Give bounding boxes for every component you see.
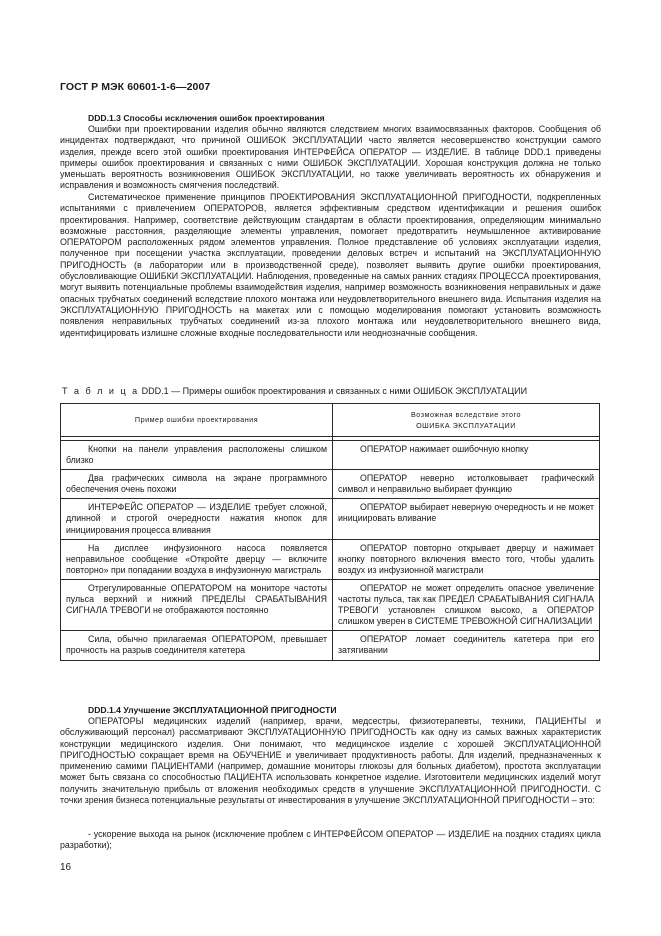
cell-use-error: ОПЕРАТОР ломает соединитель катетера при его затягивании — [333, 631, 600, 660]
table-row — [61, 539, 600, 579]
table-row — [61, 470, 600, 499]
cell-design: На дисплее инфузионного насоса появляется неправильное сообщение «Откройте дверцу — включите повторно» при попадании воздуха в инфузионную магистраль — [61, 539, 333, 579]
cell-use-error: ОПЕРАТОР не может определить опасное увеличение частоты пульса, так как ПРЕДЕЛ СРАБАТЫВАНИЯ СИГНАЛА ТРЕВОГИ установлен слишком высоко, а ОПЕРАТОР слишком уверен в СИСТЕМЕ ТРЕВОЖНОЙ СИГНАЛИЗАЦИИ — [333, 579, 600, 630]
cell-design: Два графических символа на экране программного обеспечения очень похожи — [61, 470, 333, 499]
column-header-use-error: Возможная вследствие этого ОШИБКА ЭКСПЛУАТАЦИИ — [333, 404, 600, 437]
paragraph-usability-improvement — [60, 716, 601, 806]
paragraph-text: Систематическое применение принципов ПРОЕКТИРОВАНИЯ ЭКСПЛУАТАЦИОННОЙ ПРИГОДНОСТИ, подкрепленных испытаниями с привлечением ОПЕРАТОРОВ, является эффективным средством идентификации и решения ошибок проектирования. Например, соответствие действующим стандартам в области проектирования, определяющим минимально возможные расстояния, разделяющие элементы управления, помогает предотвратить неумышленное активирование ОПЕРАТОРОМ расположенных рядом элементов управления. Полное представление об условиях эксплуатации изделия, полученное при посещении участка эксплуатации, проведении деловых встреч и испытаний на ЭКСПЛУАТАЦИОННУЮ ПРИГОДНОСТЬ (в лаборатории или в производственной среде), позволяет выявить другие ошибки проектирования, обусловливающие ОШИБКИ ЭКСПЛУАТАЦИИ. Наблюдения, проведенные на самых ранних стадиях ПРОЦЕССА проектирования, могут выявить потенциальные проблемы взаимодействия изделия, например возможность возникновения неправильных и даже опасных трубчатых соединений вследствие плохого монтажа или неудовлетворительного внешнего вида. Испытания изделия на ЭКСПЛУАТАЦИОННУЮ ПРИГОДНОСТЬ на макетах или с помощью моделирования помогают установить возможность появления неправильных трубчатых соединений из-за плохого монтажа или неудовлетворительного внешнего вида, идентифицировать излишне сложные входные последовательности или неоднозначные сообщения. — [60, 192, 601, 338]
table-row — [61, 631, 600, 660]
table-design-errors — [60, 403, 600, 661]
table-caption-text: DDD.1 — Примеры ошибок проектирования и связанных с ними ОШИБОК ЭКСПЛУАТАЦИИ — [141, 386, 528, 396]
section-title-ddd-1-4: DDD.1.4 Улучшение ЭКСПЛУАТАЦИОННОЙ ПРИГОДНОСТИ — [88, 705, 337, 715]
list-item-time-to-market — [60, 829, 601, 852]
table-header-row — [61, 404, 600, 437]
page-number: 16 — [60, 862, 72, 873]
document-header: ГОСТ Р МЭК 60601-1-6—2007 — [60, 81, 211, 93]
cell-design: ИНТЕРФЕЙС ОПЕРАТОР — ИЗДЕЛИЕ требует сложной, длинной и строгой очередности нажатия кнопок для инициирования процесса вливания — [61, 499, 333, 539]
table-caption-label: Т а б л и ц а — [62, 386, 140, 396]
section-title-ddd-1-3: DDD.1.3 Способы исключения ошибок проектирования — [88, 113, 325, 123]
cell-use-error: ОПЕРАТОР неверно истолковывает графический символ и неправильно выбирает функцию — [333, 470, 600, 499]
cell-design: Отрегулированные ОПЕРАТОРОМ на мониторе частоты пульса верхний и нижний ПРЕДЕЛЫ СРАБАТЫВАНИЯ СИГНАЛА ТРЕВОГИ не отображаются постоянно — [61, 579, 333, 630]
paragraph-text: ОПЕРАТОРЫ медицинских изделий (например, врачи, медсестры, физиотерапевты, техники, ПАЦИЕНТЫ и обслуживающий персонал) рассматривают ЭКСПЛУАТАЦИОННУЮ ПРИГОДНОСТЬ как одну из самых важных характеристик конструкции медицинского изделия. Они понимают, что медицинское изделие с хорошей ЭКСПЛУАТАЦИОННОЙ ПРИГОДНОСТЬЮ сокращает время на ОБУЧЕНИЕ и увеличивает продуктивность работы. Для изделий, предназначенных к применению самими ПАЦИЕНТАМИ (например, домашние мониторы глюкозы для больных диабетом), простота эксплуатации может быть связана со способностью ПАЦИЕНТА использовать конкретное изделие. Изготовители медицинских изделий могут получить значительную прибыль от вложения необходимых средств в улучшение ЭКСПЛУАТАЦИОННОЙ ПРИГОДНОСТИ. С точки зрения бизнеса потенциальные результаты от инвестирования в улучшение ЭКСПЛУАТАЦИОННОЙ ПРИГОДНОСТИ – это: — [60, 716, 601, 806]
paragraph-design-errors — [60, 124, 601, 192]
cell-design: Кнопки на панели управления расположены слишком близко — [61, 441, 333, 470]
list-item-text: - ускорение выхода на рынок (исключение проблем с ИНТЕРФЕЙСОМ ОПЕРАТОР — ИЗДЕЛИЕ на поздних стадиях цикла разработки); — [60, 829, 601, 851]
table-row — [61, 579, 600, 630]
cell-use-error: ОПЕРАТОР повторно открывает дверцу и нажимает кнопку повторного включения вместо того, чтобы удалить воздух из инфузионной магистрали — [333, 539, 600, 579]
cell-use-error: ОПЕРАТОР выбирает неверную очередность и не может инициировать вливание — [333, 499, 600, 539]
table-row — [61, 499, 600, 539]
cell-design: Сила, обычно прилагаемая ОПЕРАТОРОМ, превышает прочность на разрыв соединителя катетера — [61, 631, 333, 660]
table-caption — [62, 386, 527, 397]
table-row — [61, 441, 600, 470]
paragraph-text: Ошибки при проектировании изделия обычно являются следствием многих взаимосвязанных факторов. Сообщения об инцидентах подтверждают, что причиной ОШИБОК ЭКСПЛУАТАЦИИ часто является несовершенство конструкции самого изделия, прежде всего этой ошибки проектирования ИНТЕРФЕЙСА ОПЕРАТОР — ИЗДЕЛИЕ. В таблице DDD.1 приведены примеры ошибок проектирования и связанных с ними ОШИБОК ЭКСПЛУАТАЦИИ. Хорошая конструкция должна не только уменьшать вероятность возникновения ОШИБОК ЭКСПЛУАТАЦИИ, но также увеличивать вероятность их обнаружения и исправления и возможность смягчения последствий. — [60, 124, 601, 191]
paragraph-systematic-usability — [60, 192, 601, 339]
cell-use-error: ОПЕРАТОР нажимает ошибочную кнопку — [333, 441, 600, 470]
column-header-design-error: Пример ошибки проектирования — [61, 404, 333, 437]
